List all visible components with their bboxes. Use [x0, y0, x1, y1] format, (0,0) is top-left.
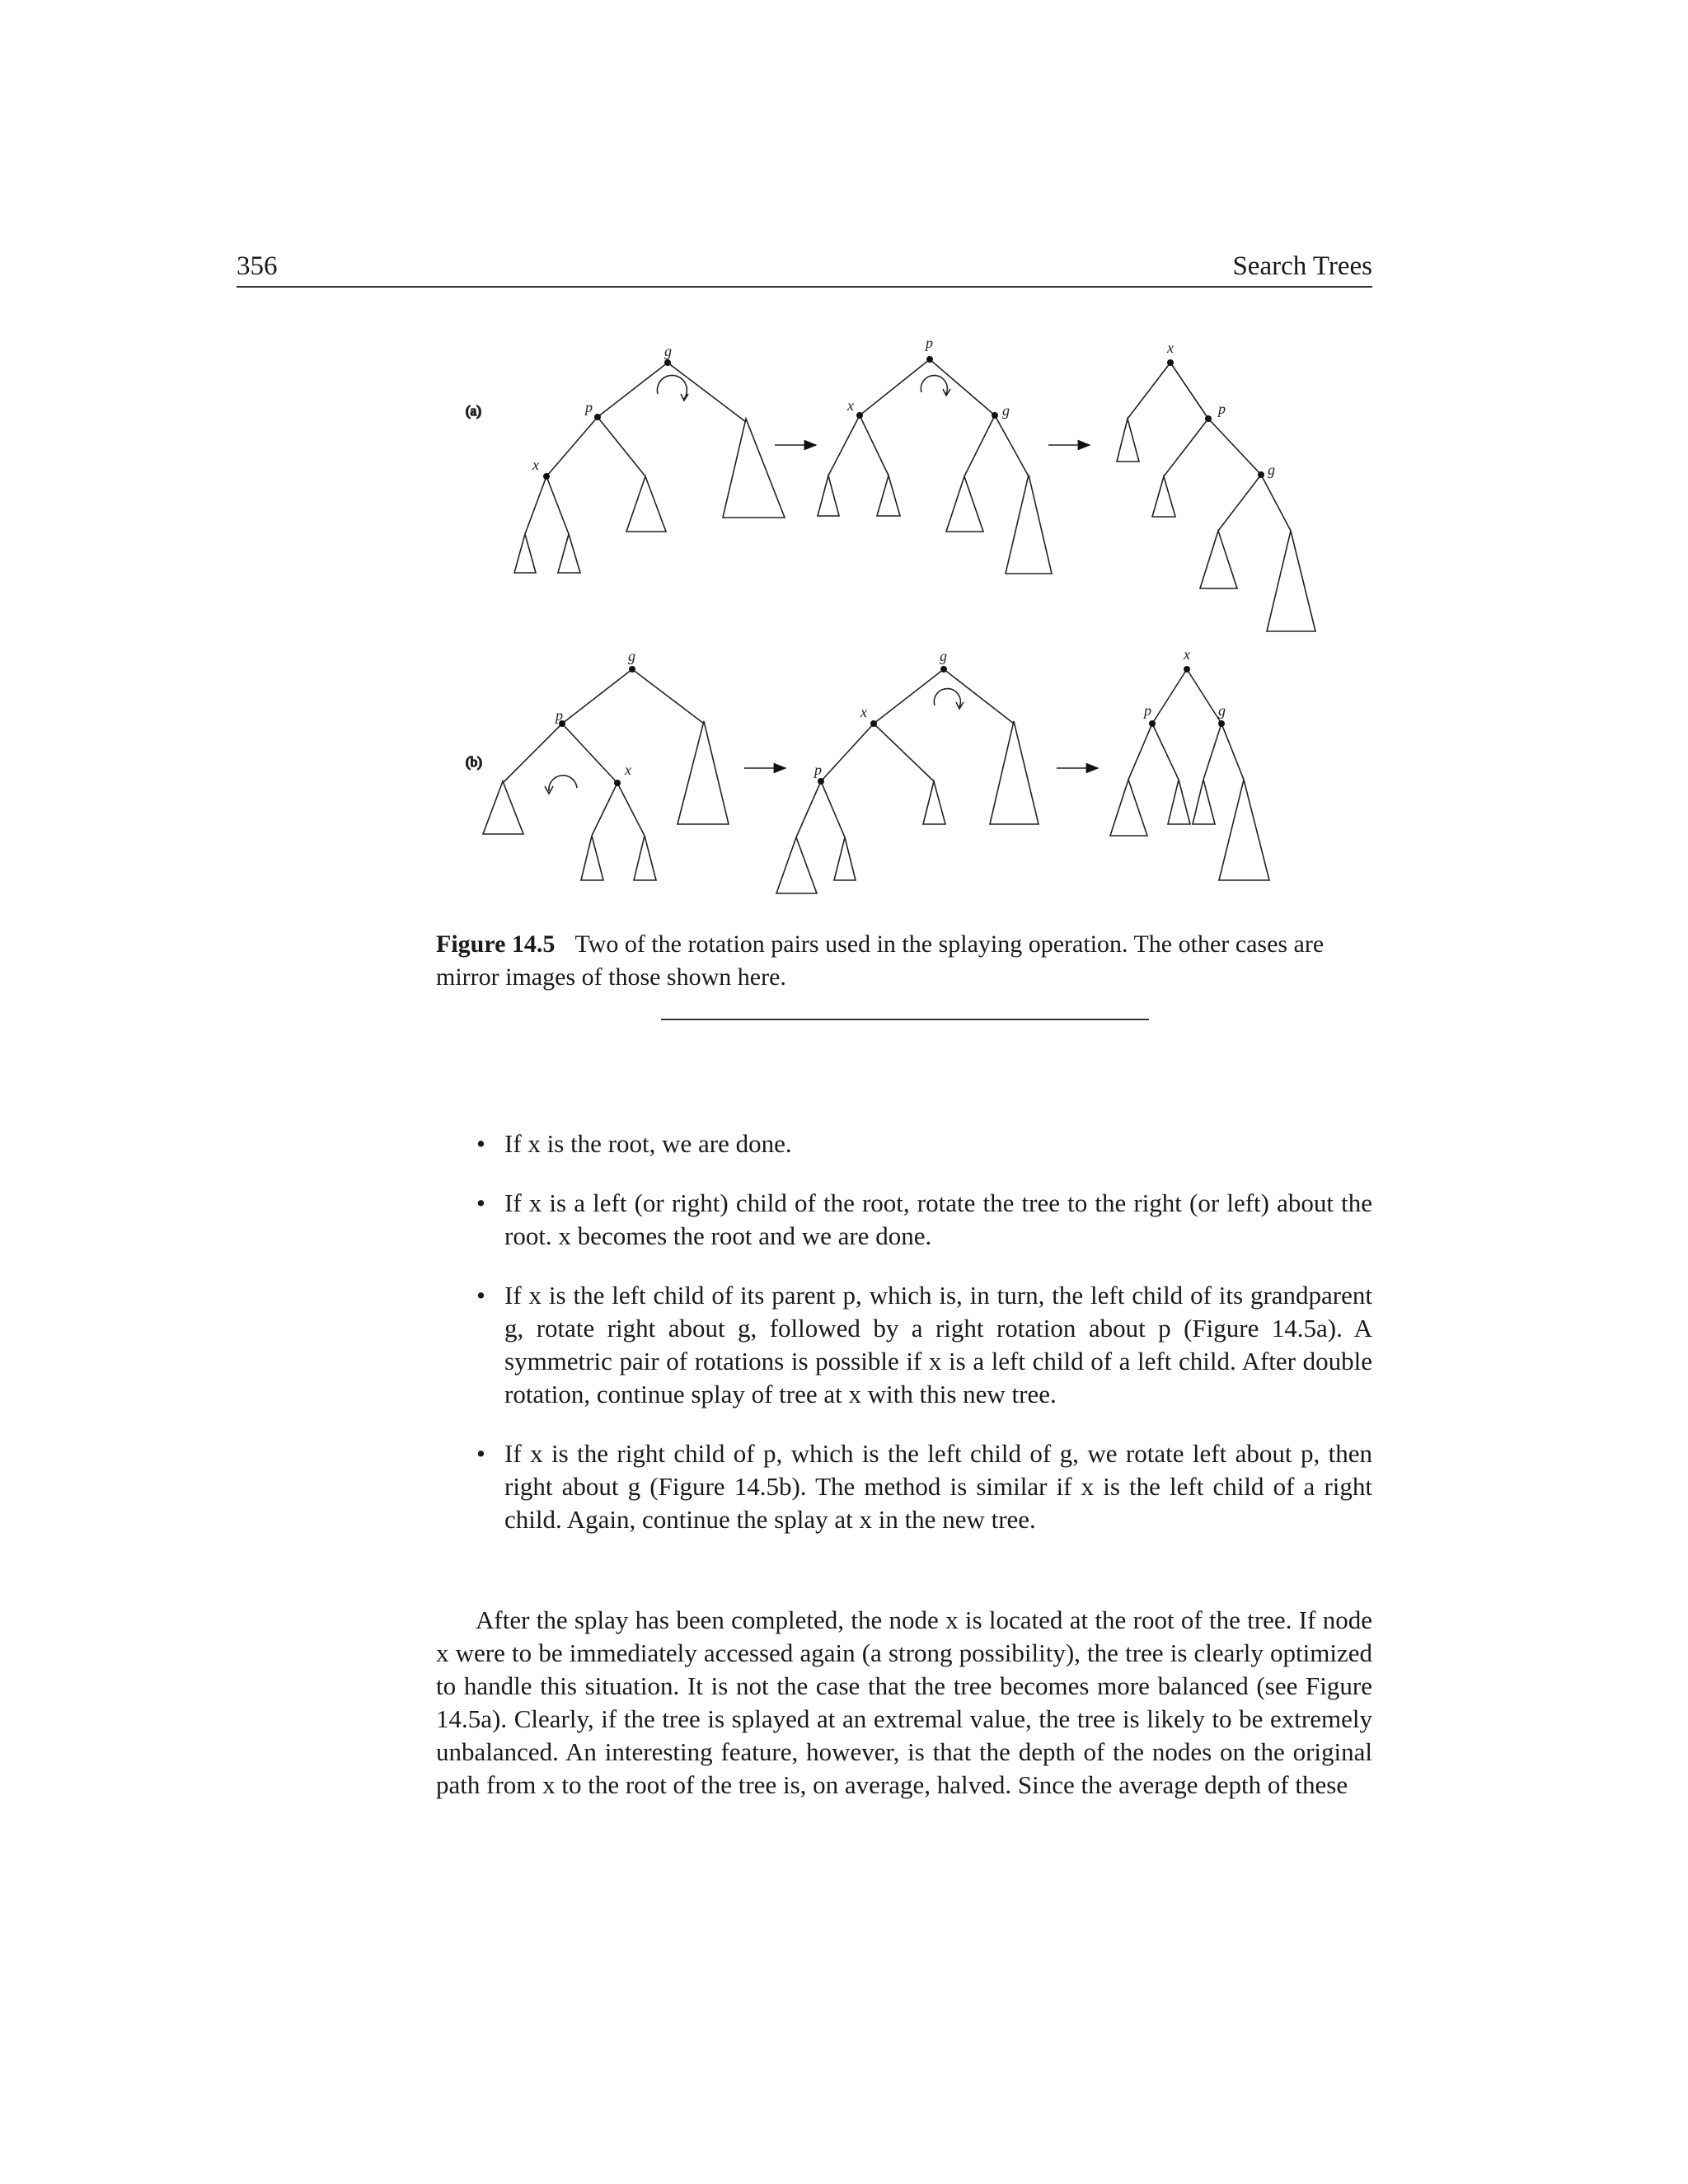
node-label-p: p — [556, 707, 563, 724]
subtree-triangle — [1168, 780, 1190, 824]
tree-b1 — [483, 666, 729, 880]
caption-label: Figure 14.5 — [436, 930, 556, 958]
node-label-x: x — [625, 762, 631, 778]
list-item: • If x is the root, we are done. — [504, 1127, 1372, 1160]
subtree-triangle — [1152, 476, 1175, 517]
node-label-p: p — [926, 335, 933, 351]
node-label-g: g — [1002, 402, 1010, 419]
node-label-g: g — [940, 648, 947, 664]
subtree-triangle — [877, 476, 900, 516]
subtree-triangle — [678, 721, 729, 824]
subtree-triangle — [1200, 531, 1237, 588]
tree-a1 — [514, 359, 785, 573]
node-label-p: p — [585, 399, 593, 415]
bullet-icon: • — [476, 1439, 485, 1468]
subtree-triangle — [1006, 475, 1052, 574]
subtree-triangle — [1267, 531, 1315, 631]
subtree-triangle — [1110, 780, 1147, 836]
node-label-x: x — [1167, 340, 1174, 356]
bullet-icon: • — [476, 1188, 485, 1217]
list-item: • If x is a left (or right) child of the root, rotate the tree to the right (or left) about the root. x becomes the root and we are done. — [476, 1188, 1372, 1250]
list-item: • If x is the left child of its parent p, which is, in turn, the left child of its grandparent g, rotate right about g, followed by a right rotation about p (Figure 14.5a). A symmetric pair of rotations is possible if x is a left child of a left child. After double rotation, continue splay of tree at x with this new tree. — [476, 1281, 1372, 1408]
rotation-arrow-icon — [657, 375, 687, 399]
node-label-x: x — [860, 704, 867, 720]
page-number: 356 — [237, 251, 278, 281]
rotation-arrow-icon — [549, 776, 577, 791]
figure-14-5 — [462, 330, 1368, 907]
subtree-triangle — [946, 476, 983, 532]
splay-rotation-diagram — [462, 330, 1368, 907]
subtree-triangle — [483, 781, 523, 834]
subtree-triangle — [834, 837, 856, 880]
caption-text: Two of the rotation pairs used in the splaying operation. The other cases are mirror images of those shown here. — [436, 930, 1325, 991]
list-item: • If x is the right child of p, which is the left child of g, we rotate left about p, then right about g (Figure 14.5b). The method is similar if x is the left child of a right child. Again, continue the splay at x in the new tree. — [476, 1439, 1372, 1534]
subtree-triangle — [634, 836, 656, 880]
running-head: Search Trees — [1232, 251, 1372, 281]
bullet-icon: • — [476, 1281, 485, 1310]
subtree-triangle — [923, 781, 945, 824]
node-label-g: g — [1218, 702, 1226, 719]
subtree-triangle — [723, 419, 785, 518]
subtree-triangle — [558, 534, 580, 573]
panel-a-label: (a) — [466, 403, 481, 419]
subtree-triangle — [990, 721, 1039, 824]
bullet-icon: • — [476, 1129, 485, 1158]
node-label-x: x — [847, 397, 854, 414]
figure-separator-rule — [661, 1019, 1149, 1020]
splay-cases-list — [476, 1127, 1372, 1563]
tree-a3 — [1117, 359, 1315, 631]
subtree-triangle — [1219, 780, 1269, 880]
panel-b-label: (b) — [466, 754, 482, 770]
subtree-triangle — [776, 837, 817, 893]
subtree-triangle — [1117, 419, 1139, 462]
node-label-x: x — [1184, 646, 1190, 663]
tree-b2 — [776, 666, 1039, 893]
tree-a2 — [818, 356, 1052, 574]
subtree-triangle — [1193, 780, 1215, 824]
page-header — [237, 251, 1372, 288]
node-label-g: g — [1268, 462, 1275, 478]
figure-caption — [436, 928, 1372, 994]
node-label-p: p — [1144, 702, 1151, 719]
body-paragraph: After the splay has been completed, the node x is located at the root of the tree. If node x were to be immediately accessed again (a strong possibility), the tree is clearly optimized to handle this situation. It is not the case that the tree becomes more balanced (see Figure 14.5a). Clearly, if the tree is splayed at an extremal value, the tree is likely to be extremely unbalanced. An interesting feature, however, is that the depth of the nodes on the original path from x to the root of the tree is, on average, halved. Since the average depth of these — [436, 1605, 1372, 1799]
tree-b3 — [1110, 666, 1269, 880]
subtree-triangle — [818, 476, 839, 516]
subtree-triangle — [514, 534, 536, 573]
node-label-p: p — [1218, 401, 1226, 417]
subtree-triangle — [581, 836, 603, 880]
subtree-triangle — [626, 476, 666, 532]
node-label-g: g — [664, 343, 672, 359]
node-label-p: p — [814, 762, 822, 778]
node-label-x: x — [532, 457, 539, 473]
node-label-g: g — [628, 648, 635, 664]
